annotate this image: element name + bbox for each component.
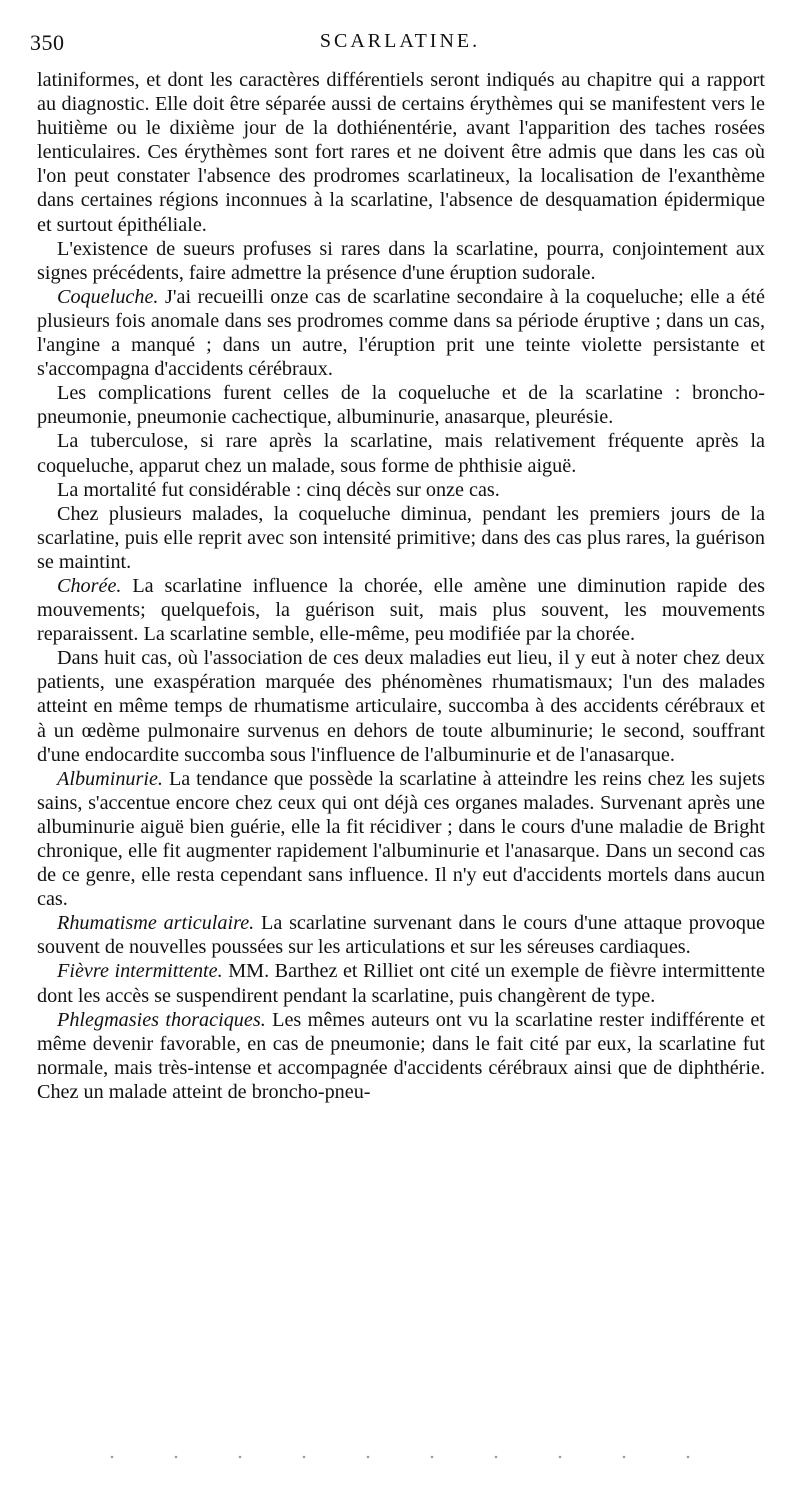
running-title: SCARLATINE.: [319, 30, 481, 52]
paragraph: [37, 381, 765, 429]
paragraph: [37, 574, 765, 646]
page-number: 350: [30, 30, 65, 55]
paragraph: [37, 68, 765, 237]
paragraph: [37, 646, 765, 766]
paragraph: [37, 502, 765, 574]
paragraph-text: La tuberculose, si rare après la scarlatine, mais relativement fréquente après la coqueluche, apparut chez un malade, sous forme de phthisie aiguë.: [37, 430, 765, 477]
paragraph-text: La mortalité fut considérable : cinq décès sur onze cas.: [57, 478, 500, 501]
paragraph-text: Les mêmes auteurs ont vu la scarlatine rester indifférente et même devenir favorable, en cas de pneumonie; dans le fait cité par eux, la scarlatine fut normale, mais très-intense et accompagnée d'accidents cérébraux ainsi que de diphthérie. Chez un malade atteint de broncho-pneu-: [37, 1008, 765, 1103]
paragraph-text: J'ai recueilli onze cas de scarlatine secondaire à la coqueluche; elle a été plusieurs fois anomale dans ses prodromes comme dans sa période éruptive ; dans un cas, l'angine a manqué ; dans un autre, l'éruption prit une teinte violette persistante et s'accompagna d'accidents cérébraux.: [37, 285, 766, 381]
section-heading: Chorée.: [57, 574, 122, 597]
section-heading: Rhumatisme articulaire.: [57, 912, 255, 935]
paragraph-text: Les complications furent celles de la coqueluche et de la scarlatine : broncho-pneumonie, pneumonie cachectique, albuminurie, anasarque, pleurésie.: [37, 382, 765, 429]
paragraph: [37, 767, 765, 912]
paragraph: [37, 478, 765, 502]
paragraph-text: L'existence de sueurs profuses si rares dans la scarlatine, pourra, conjointement aux signes précédents, faire admettre la présence d'une éruption sudorale.: [37, 237, 765, 284]
paragraph-text: latiniformes, et dont les caractères différentiels seront indiqués au chapitre qui a rapport au diagnostic. Elle doit être séparée aussi de certains érythèmes qui se manifestent vers le huitième ou le dixième jour de la dothiénentérie, avant l'apparition des taches rosées lenticulaires. Ces érythèmes sont fort rares et ne doivent être admis que dans les cas où l'on peut constater l'absence des prodromes scarlatineux, la localisation de l'exanthème dans certaines régions inconnues à la scarlatine, l'absence de desquamation épidermique et surtout épithéliale.: [37, 69, 765, 236]
paragraph-text: Chez plusieurs malades, la coqueluche diminua, pendant les premiers jours de la scarlatine, puis elle reprit avec son intensité primitive; dans des cas plus rares, la guérison se maintint.: [37, 502, 765, 573]
paragraph: [37, 911, 765, 959]
paragraph: [37, 959, 765, 1007]
page-header: [30, 22, 770, 58]
paragraph-text: La scarlatine survenant dans le cours d'une attaque provoque souvent de nouvelles poussées sur les articulations et sur les séreuses cardiaques.: [37, 912, 766, 959]
paragraph-text: La scarlatine influence la chorée, elle amène une diminution rapide des mouvements; quelquefois, la guérison suit, mais plus souvent, les mouvements reparaissent. La scarlatine semble, elle-même, peu modifiée par la chorée.: [37, 574, 765, 646]
paragraph-text: La tendance que possède la scarlatine à atteindre les reins chez les sujets sains, s'accentue encore chez ceux qui ont déjà ces organes malades. Survenant après une albuminurie aiguë bien guérie, elle la fit récidiver ; dans le cours d'une maladie de Bright chronique, elle fit augmenter rapidement l'albuminurie et l'anasarque. Dans un second cas de ce genre, elle resta cependant sans influence. Il n'y eut d'accidents mortels dans aucun cas.: [37, 767, 765, 911]
section-heading: Albuminurie.: [57, 767, 163, 790]
section-heading: Coqueluche.: [57, 285, 159, 308]
paragraph-text: MM. Barthez et Rilliet ont cité un exemple de fièvre intermittente dont les accès se suspendirent pendant la scarlatine, puis changèrent de type.: [37, 960, 765, 1007]
section-heading: Phlegmasies thoraciques.: [57, 1008, 266, 1031]
paragraph: [37, 285, 765, 381]
scan-artifact-dots: [80, 1455, 720, 1459]
paragraph-text: Dans huit cas, où l'association de ces deux maladies eut lieu, il y eut à noter chez deux patients, une exaspération marquée des phénomènes rhumatismaux; l'un des malades atteint en même temps de rhumatisme articulaire, succomba à des accidents cérébraux et à un œdème pulmonaire survenus en dehors de toute albuminurie; le second, souffrant d'une endocardite succomba sous l'influence de l'albuminurie et de l'anasarque.: [37, 647, 765, 766]
section-heading: Fièvre intermittente.: [57, 960, 223, 983]
paragraph: [37, 429, 765, 477]
paragraph: [37, 1008, 765, 1104]
paragraph: [37, 237, 765, 285]
body-text: [37, 68, 765, 1104]
